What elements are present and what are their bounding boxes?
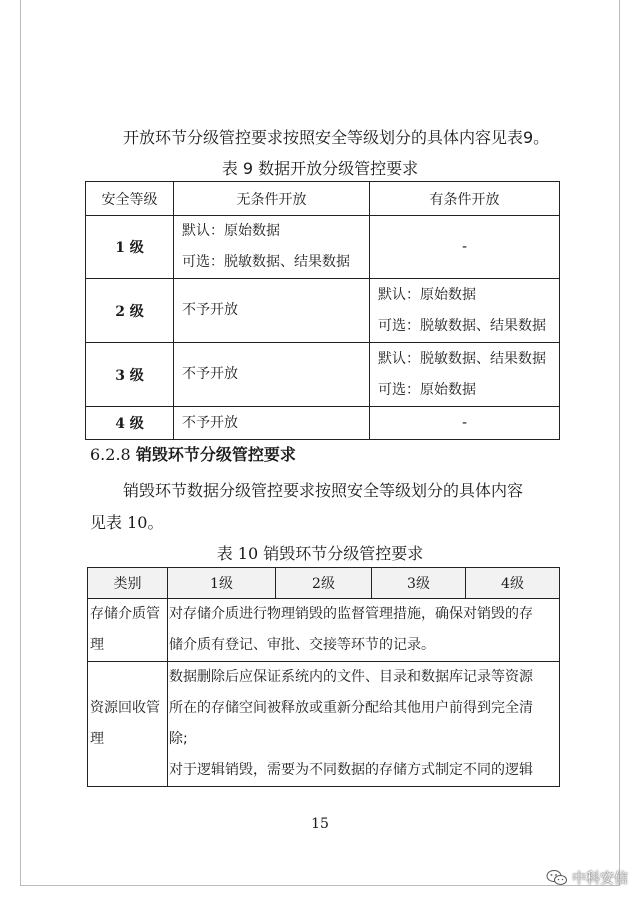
cell-line: 默认：脱敏数据、结果数据 <box>378 350 546 367</box>
cell-line: 资源回收管 <box>90 700 160 716</box>
table10-header-row <box>88 568 560 599</box>
watermark <box>546 868 628 888</box>
cell-line: 理 <box>90 731 104 747</box>
table9 <box>85 181 560 440</box>
unconditional-cell <box>174 216 370 279</box>
table10-header-cell: 类别 <box>88 568 168 599</box>
level-cell: 1 级 <box>86 216 174 279</box>
table10-header-cell: 2级 <box>276 568 372 599</box>
level-cell: 2 级 <box>86 279 174 343</box>
cell-line <box>90 755 167 786</box>
section-heading <box>90 442 296 465</box>
table-row <box>86 343 560 407</box>
table9-header-cell: 有条件开放 <box>370 182 560 216</box>
description-cell <box>168 599 560 662</box>
conditional-cell: - <box>370 216 560 279</box>
wechat-icon <box>546 869 568 887</box>
table10-header-cell: 4级 <box>466 568 560 599</box>
cell-line: 可选：原始数据 <box>378 381 476 398</box>
table9-caption: 表 9 数据开放分级管控要求 <box>221 159 419 178</box>
conditional-cell <box>370 343 560 407</box>
table10-caption: 表 10 销毁环节分级管控要求 <box>216 544 424 563</box>
unconditional-cell: 不予开放 <box>174 343 370 407</box>
cell-line: 可选：脱敏数据、结果数据 <box>378 317 546 334</box>
level-cell: 4 级 <box>86 407 174 440</box>
level-cell: 3 级 <box>86 343 174 407</box>
conditional-cell <box>370 279 560 343</box>
unconditional-cell: 不予开放 <box>174 407 370 440</box>
category-cell <box>88 662 168 787</box>
cell-line: 默认：原始数据 <box>182 223 280 239</box>
conditional-cell: - <box>370 407 560 440</box>
table-row <box>88 662 560 787</box>
cell-line: 可选：脱敏数据、结果数据 <box>182 254 350 270</box>
cell-line: 数据删除后应保证系统内的文件、目录和数据库记录等资源 <box>169 669 533 685</box>
cell-line: 储介质有登记、审批、交接等环节的记录。 <box>169 637 435 653</box>
cell-line: 存储介质管 <box>90 606 160 622</box>
table-row <box>86 279 560 343</box>
unconditional-cell: 不予开放 <box>174 279 370 343</box>
section-number: 6.2.8 <box>90 445 131 464</box>
cell-line: 对于逻辑销毁，需要为不同数据的存储方式制定不同的逻辑 <box>169 762 533 778</box>
section-title: 销毁环节分级管控要求 <box>135 445 296 464</box>
table9-header-row <box>86 182 560 216</box>
cell-line: 除; <box>169 731 188 747</box>
cell-line: 对存储介质进行物理销毁的监督管理措施，确保对销毁的存 <box>169 606 533 622</box>
watermark-text: 中科安信 <box>572 871 628 887</box>
cell-line: 所在的存储空间被释放或重新分配给其他用户前得到完全清 <box>169 700 533 716</box>
description-cell <box>168 662 560 787</box>
category-cell <box>88 599 168 662</box>
cell-line: 理 <box>90 637 104 653</box>
cell-line <box>90 662 167 693</box>
table-row <box>86 216 560 279</box>
table10 <box>87 567 560 787</box>
cell-line: 默认：原始数据 <box>378 286 476 303</box>
table-row <box>86 407 560 440</box>
destroy-intro-line1: 销毁环节数据分级管控要求按照安全等级划分的具体内容 <box>123 481 524 500</box>
destroy-intro-line2: 见表 10。 <box>90 513 164 532</box>
open-intro-paragraph: 开放环节分级管控要求按照安全等级划分的具体内容见表9。 <box>123 128 550 147</box>
table-row <box>88 599 560 662</box>
table10-header-cell: 1级 <box>168 568 276 599</box>
table9-header-cell: 无条件开放 <box>174 182 370 216</box>
table9-header-cell: 安全等级 <box>86 182 174 216</box>
page-number: 15 <box>311 816 329 832</box>
table10-header-cell: 3级 <box>372 568 466 599</box>
